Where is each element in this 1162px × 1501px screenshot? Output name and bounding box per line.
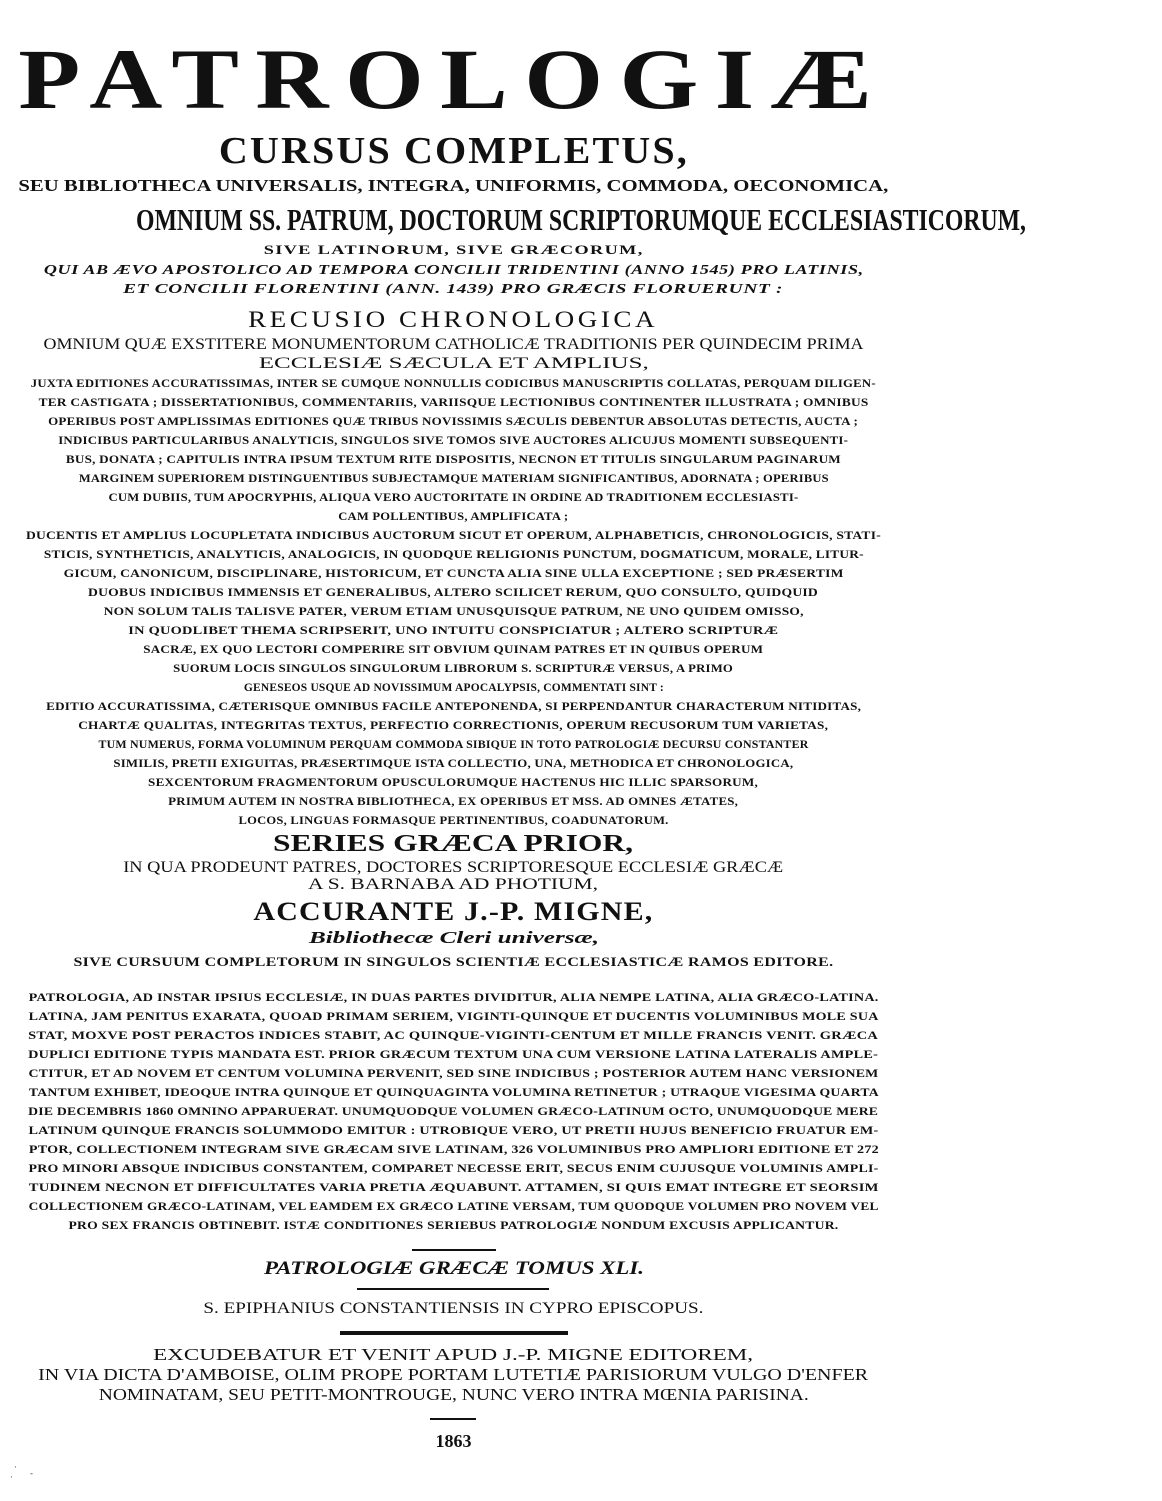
terms-line-text: DIE DECEMBRIS 1860 OMNINO APPARUERAT. UNUMQUODQUE VOLUMEN GRÆCO-LATINUM OCTO, UNUMQUODQUE MERE: [28, 1106, 879, 1118]
rule-mid: [357, 1288, 549, 1290]
qui-line-1-text: QUI AB ÆVO APOSTOLICO AD TEMPORA CONCILII TRIDENTINI (ANNO 1545) PRO LATINIS,: [43, 263, 864, 278]
sive-cursuum-text: SIVE CURSUUM COMPLETORUM IN SINGULOS SCIENTIÆ ECCLESIASTICÆ RAMOS EDITORE.: [73, 954, 834, 969]
terms-line-text: DUPLICI EDITIONE TYPIS MANDATA EST. PRIOR GRÆCUM TEXTUM UNA CUM VERSIONE LATINA LATERALIS AMPLE-: [28, 1049, 879, 1061]
rule-thick: [340, 1331, 568, 1335]
bibliotheca-text: Bibliothecæ Cleri universæ,: [308, 928, 599, 947]
bibliotheca-line: [0, 929, 907, 946]
omnium-line-text: OMNIUM SS. PATRUM, DOCTORUM SCRIPTORUMQUE ECCLESIASTICORUM,: [136, 202, 1027, 237]
description-line: [0, 417, 907, 428]
terms-line: [0, 1050, 907, 1061]
description-line-text: OPERIBUS POST AMPLISSIMAS EDITIONES QUÆ TRIBUS NOVISSIMIS SÆCULIS DEBENTUR ABSOLUTAS DETECTIS, AUCTA ;: [48, 416, 859, 428]
terms-line-text: STAT, MOXVE POST PERACTOS INDICES STABIT, AC QUINQUE-VIGINTI-CENTUM ET MILLE FRANCIS VENIT. GRÆCA: [28, 1030, 879, 1042]
description-line-text: TUM NUMERUS, FORMA VOLUMINUM PERQUAM COMMODA SIBIQUE IN TOTO PATROLOGIÆ DECURSU CONSTANTER: [98, 739, 809, 751]
terms-line-text: PTOR, COLLECTIONEM INTEGRAM SIVE GRÆCAM SIVE LATINAM, 326 VOLUMINIBUS PRO AMPLIORI EDITIONE ET 272: [28, 1144, 879, 1156]
description-line-text: PRIMUM AUTEM IN NOSTRA BIBLIOTHECA, EX OPERIBUS ET MSS. AD OMNES ÆTATES,: [168, 796, 739, 808]
omnium-quae-line-2-text: ECCLESIÆ SÆCULA ET AMPLIUS,: [258, 355, 649, 372]
author-line: [0, 1301, 907, 1317]
seu-line: [0, 177, 907, 194]
terms-line-text: PRO SEX FRANCIS OBTINEBIT. ISTÆ CONDITIONES SERIEBUS PATROLOGIÆ NONDUM EXCUSIS APPLICANTUR.: [68, 1220, 839, 1232]
terms-line-text: TUDINEM NECNON ET DIFFICULTATES VARIA PRETIA ÆQUABUNT. ATTAMEN, SI QUIS EMAT INTEGRE ET SEORSIM: [28, 1182, 879, 1194]
terms-line: [0, 1221, 907, 1232]
qui-line-2: [0, 283, 907, 297]
series-line-2: [0, 877, 907, 893]
description-line: [0, 512, 907, 523]
subtitle: [0, 132, 907, 170]
terms-line: [0, 1069, 907, 1080]
terms-line: [0, 1126, 907, 1137]
year-line: [0, 1432, 907, 1450]
omnium-quae-line-2: [0, 356, 907, 372]
description-line-text: STICIS, SYNTHETICIS, ANALYTICIS, ANALOGICIS, IN QUODQUE RELIGIONIS PUNCTUM, DOGMATICUM, MORALE, LITUR-: [43, 549, 864, 561]
imprint-line-1-text: EXCUDEBATUR ET VENIT APUD J.-P. MIGNE EDITOREM,: [153, 1345, 754, 1364]
description-line: [0, 740, 907, 751]
description-line: [0, 778, 907, 789]
description-line-text: IN QUODLIBET THEMA SCRIPSERIT, UNO INTUITU CONSPICIATUR ; ALTERO SCRIPTURÆ: [128, 625, 779, 637]
description-line: [0, 474, 907, 485]
description-line: [0, 683, 907, 694]
recusio-text: RECUSIO CHRONOLOGICA: [248, 307, 659, 332]
terms-line-text: PATROLOGIA, AD INSTAR IPSIUS ECCLESIÆ, IN DUAS PARTES DIVIDITUR, ALIA NEMPE LATINA, ALIA GRÆCO-LATINA.: [28, 992, 879, 1004]
description-line-text: JUXTA EDITIONES ACCURATISSIMAS, INTER SE CUMQUE NONNULLIS CODICIBUS MANUSCRIPTIS COLLATAS, PERQUAM DILIGEN-: [31, 378, 876, 390]
description-line-text: EDITIO ACCURATISSIMA, CÆTERISQUE OMNIBUS FACILE ANTEPONENDA, SI PERPENDANTUR CHARACTERUM NITIDITAS,: [45, 701, 861, 713]
description-line: [0, 588, 907, 599]
description-line-text: SACRÆ, EX QUO LECTORI COMPERIRE SIT OBVIUM QUINAM PATRES ET IN QUIBUS OPERUM: [143, 644, 764, 656]
rule-top-tomus: [412, 1249, 496, 1251]
description-line-text: CAM POLLENTIBUS, AMPLIFICATA ;: [338, 511, 569, 523]
description-line-text: NON SOLUM TALIS TALISVE PATER, VERUM ETIAM UNUSQUISQUE PATRUM, NE UNO QUIDEM OMISSO,: [103, 606, 804, 618]
description-line: [0, 455, 907, 466]
seu-line-text: SEU BIBLIOTHECA UNIVERSALIS, INTEGRA, UNIFORMIS, COMMODA, OECONOMICA,: [18, 176, 889, 195]
terms-line-text: TANTUM EXHIBET, IDEOQUE INTRA QUINQUE ET QUINQUAGINTA VOLUMINA RETINETUR ; UTRAQUE VIGESIMA QUARTA: [28, 1087, 879, 1099]
terms-line: [0, 1107, 907, 1118]
imprint-line-2-text: IN VIA DICTA D'AMBOISE, OLIM PROPE PORTAM LUTETIÆ PARISIORUM VULGO D'ENFER: [38, 1365, 869, 1384]
series-title-text: SERIES GRÆCA PRIOR,: [273, 831, 634, 857]
description-line: [0, 759, 907, 770]
imprint-line-3-text: NOMINATAM, SEU PETIT-MONTROUGE, NUNC VERO INTRA MŒNIA PARISINA.: [98, 1385, 809, 1404]
imprint-line-3: [0, 1386, 907, 1403]
main-title: [0, 31, 907, 127]
terms-line-text: CTITUR, ET AD NOVEM ET CENTUM VOLUMINA PERVENIT, SED SINE INDICIBUS ; POSTERIOR AUTEM HANC VERSIONEM: [28, 1068, 879, 1080]
description-line-text: GENESEOS USQUE AD NOVISSIMUM APOCALYPSIS, COMMENTATI SINT :: [243, 682, 664, 694]
terms-line: [0, 1164, 907, 1175]
description-line: [0, 569, 907, 580]
terms-line: [0, 993, 907, 1004]
terms-line-text: PRO MINORI ABSQUE INDICIBUS CONSTANTEM, COMPARET NECESSE ERIT, SECUS ENIM CUJUSQUE VOLUMINIS AMPLI-: [28, 1163, 879, 1175]
terms-line: [0, 1012, 907, 1023]
year-dash: [430, 1418, 476, 1420]
paper-speck: ·: [10, 1472, 13, 1482]
description-line: [0, 398, 907, 409]
terms-line: [0, 1202, 907, 1213]
tomus-text: PATROLOGIÆ GRÆCÆ TOMUS XLI.: [263, 1258, 644, 1279]
omnium-quae-line-1: [0, 337, 907, 353]
description-line-text: LOCOS, LINGUAS FORMASQUE PERTINENTIBUS, COADUNATORUM.: [238, 815, 669, 827]
omnium-line: [0, 202, 1027, 237]
description-line: [0, 816, 907, 827]
description-line-text: CHARTÆ QUALITAS, INTEGRITAS TEXTUS, PERFECTIO CORRECTIONIS, OPERUM RECUSORUM TUM VARIETAS,: [78, 720, 829, 732]
description-line: [0, 664, 907, 675]
accurante-line: [0, 899, 907, 925]
description-line-text: MARGINEM SUPERIOREM DISTINGUENTIBUS SUBJECTAMQUE MATERIAM SIGNIFICANTIBUS, ADORNATA ; OPERIBUS: [78, 473, 829, 485]
description-line-text: DUOBUS INDICIBUS IMMENSIS ET GENERALIBUS, ALTERO SCILICET RERUM, QUO CONSULTO, QUIDQUID: [88, 587, 819, 599]
series-line-2-text: A S. BARNABA AD PHOTIUM,: [308, 876, 599, 893]
sive-cursuum-line: [0, 955, 907, 968]
paper-speck: -: [30, 1468, 33, 1478]
description-line: [0, 607, 907, 618]
series-line-1-text: IN QUA PRODEUNT PATRES, DOCTORES SCRIPTORESQUE ECCLESIÆ GRÆCÆ: [123, 859, 784, 876]
terms-line-text: LATINUM QUINQUE FRANCIS SOLUMMODO EMITUR : UTROBIQUE VERO, UT PRETII HUJUS BENEFICIO FRUATUR EM-: [28, 1125, 879, 1137]
imprint-line-2: [0, 1366, 907, 1383]
description-line: [0, 531, 907, 542]
terms-line-text: COLLECTIONEM GRÆCO-LATINAM, VEL EAMDEM EX GRÆCO LATINE VERSAM, TUM QUODQUE VOLUMEN PRO NOVEM VEL: [28, 1201, 879, 1213]
year-text: 1863: [435, 1431, 472, 1451]
description-line-text: CUM DUBIIS, TUM APOCRYPHIS, ALIQUA VERO AUCTORITATE IN ORDINE AD TRADITIONEM ECCLESIASTI-: [108, 492, 799, 504]
description-line: [0, 797, 907, 808]
description-line: [0, 550, 907, 561]
sive-line-text: SIVE LATINORUM, SIVE GRÆCORUM,: [263, 242, 644, 257]
description-line: [0, 626, 907, 637]
description-line: [0, 436, 907, 447]
terms-line: [0, 1145, 907, 1156]
main-title-text: PATROLOGIÆ: [18, 31, 889, 127]
description-line: [0, 721, 907, 732]
omnium-quae-line-1-text: OMNIUM QUÆ EXSTITERE MONUMENTORUM CATHOLICÆ TRADITIONIS PER QUINDECIM PRIMA: [43, 336, 864, 353]
description-line-text: BUS, DONATA ; CAPITULIS INTRA IPSUM TEXTUM RITE DISPOSITIS, NECNON ET TITULIS SINGULARUM PAGINARUM: [65, 454, 841, 466]
description-line-text: SIMILIS, PRETII EXIGUITAS, PRÆSERTIMQUE ISTA COLLECTIO, UNA, METHODICA ET CHRONOLOGICA,: [113, 758, 794, 770]
description-line: [0, 702, 907, 713]
terms-line: [0, 1088, 907, 1099]
series-line-1: [0, 860, 907, 876]
imprint-line-1: [0, 1346, 907, 1363]
tomus-line: [0, 1259, 907, 1278]
description-line-text: TER CASTIGATA ; DISSERTATIONIBUS, COMMENTARIIS, VARIISQUE LECTIONIBUS CONTINENTER ILLUSTRATA ; OMNIBUS: [38, 397, 869, 409]
accurante-text: ACCURANTE J.-P. MIGNE,: [253, 897, 654, 926]
paper-speck: ·: [14, 1462, 17, 1472]
terms-line: [0, 1031, 907, 1042]
author-text: S. EPIPHANIUS CONSTANTIENSIS IN CYPRO EPISCOPUS.: [203, 1300, 704, 1317]
qui-line-2-text: ET CONCILII FLORENTINI (ANN. 1439) PRO GRÆCIS FLORUERUNT :: [123, 282, 784, 297]
description-line-text: SUORUM LOCIS SINGULOS SINGULORUM LIBRORUM S. SCRIPTURÆ VERSUS, A PRIMO: [173, 663, 734, 675]
description-line: [0, 645, 907, 656]
subtitle-text: CURSUS COMPLETUS,: [218, 130, 689, 172]
sive-line: [0, 243, 907, 256]
terms-line: [0, 1183, 907, 1194]
description-line-text: GICUM, CANONICUM, DISCIPLINARE, HISTORICUM, ET CUNCTA ALIA SINE ULLA EXCEPTIONE ; SED PRÆSERTIM: [63, 568, 844, 580]
qui-line-1: [0, 264, 907, 278]
series-title-row: [0, 832, 907, 856]
description-line-text: DUCENTIS ET AMPLIUS LOCUPLETATA INDICIBUS AUCTORUM SICUT ET OPERUM, ALPHABETICIS, CHRONOLOGICIS, STATI-: [26, 530, 882, 542]
description-line: [0, 493, 907, 504]
description-line-text: SEXCENTORUM FRAGMENTORUM OPUSCULORUMQUE HACTENUS HIC ILLIC SPARSORUM,: [148, 777, 759, 789]
recusio-line: [0, 308, 907, 331]
description-line-text: INDICIBUS PARTICULARIBUS ANALYTICIS, SINGULOS SIVE TOMOS SIVE AUCTORES ALICUJUS MOMENTI SUBSEQUENTI-: [58, 435, 849, 447]
description-line: [0, 379, 907, 390]
terms-line-text: LATINA, JAM PENITUS EXARATA, QUOAD PRIMAM SERIEM, VIGINTI-QUINQUE ET DUCENTIS VOLUMINIBUS MOLE SUA: [28, 1011, 879, 1023]
